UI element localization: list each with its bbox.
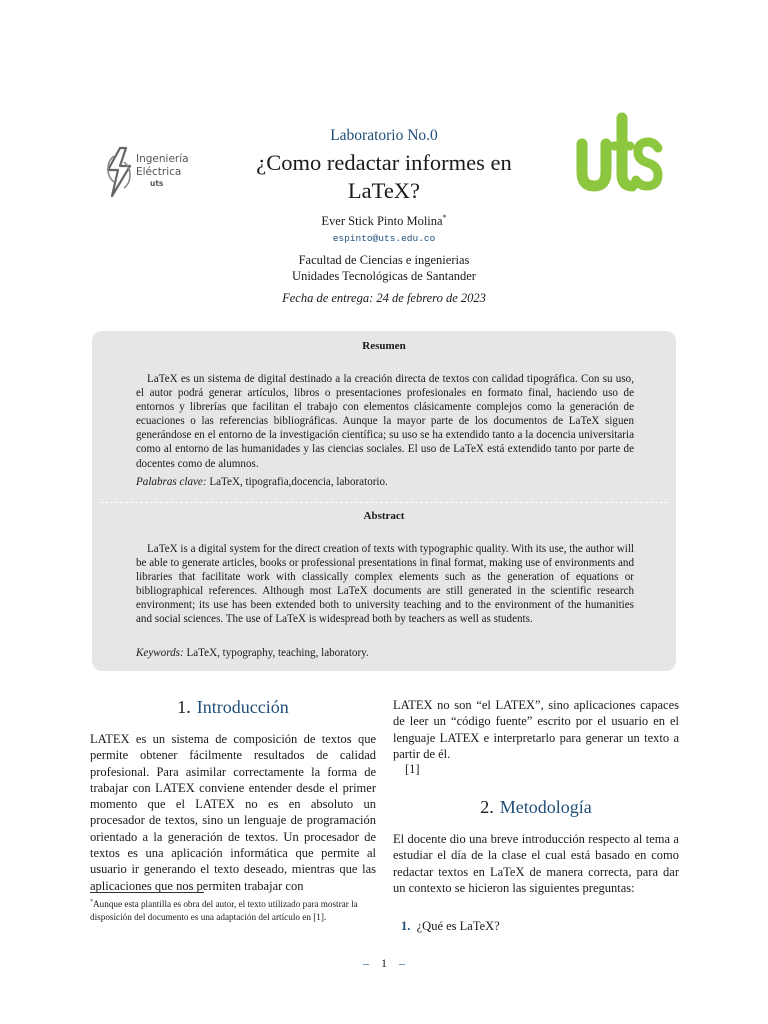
page-dash-right: – [399,956,405,970]
section-1-number: 1. [177,697,191,717]
palabras-clave-label: Palabras clave: [136,476,207,488]
abstract-text: LaTeX is a digital system for the direct creation of texts with typographic quality. With its use, the author will be able to generate articles, books or professional presentations in final format, making use of environments and libraries that facilitate work with classically complex elements such as the generation of equations or bibliographical references. Although most LaTeX documents are still generated in the scientific research environment; its use has been extended both to university teaching and to the environment of the humanities and social sciences. The use of LaTeX is widespread both by teachers as well as students. [136,543,634,626]
logo-line-3: uts [150,179,164,188]
list-item-number: 1. [401,919,411,933]
author-email[interactable]: espinto@uts.edu.co [332,233,436,244]
section-2-number: 2. [480,797,494,817]
title-line-2: LaTeX? [347,178,421,203]
uts-logo-graphic [570,110,664,196]
title-line-1: ¿Como redactar informes en [256,150,512,175]
affiliation [200,252,568,284]
resumen-title: Resumen [362,340,406,352]
citation-link[interactable]: [1] [405,762,420,776]
section-1-text: LATEX es un sistema de composición de textos que permite obtener fácilmente resultados de calidad profesional. Para asimilar correctamente la forma de trabajar con LATEX conviene entender desde el primer momento que el LATEX no es en absoluto un procesador de textos, sino un lenguaje de programación orientado a la generación de textos. Un procesador de textos es una aplicación informática que permite al usuario ir generando el texto deseado, mientras que las aplicaciones que nos permiten trabajar con [90,732,376,893]
palabras-clave-text: LaTeX, tipografia,docencia, laboratorio. [209,476,388,488]
list-item [401,918,671,934]
palabras-clave [136,476,634,488]
abstract-divider [100,502,668,503]
section-2-heading [393,797,679,818]
author [200,213,568,229]
abstract-box [92,331,676,671]
faculty: Facultad de Ciencias e ingenierias [298,253,470,267]
due-date: Fecha de entrega: 24 de febrero de 2023 [282,291,486,305]
footnote-text: Aunque esta plantilla es obra del autor, el texto utilizado para mostrar la disposición del documento es una adaptación del artículo en [1]. [90,899,358,922]
section-2-text: El docente dio una breve introducción respecto al tema a estudiar el día de la clase el cual está basado en como redactar textos en LaTeX de manera correcta, para dar un contexto se hicieron las siguientes preguntas: [393,832,679,895]
section-1-heading [90,697,376,718]
logo-line-2: Eléctrica [136,166,182,178]
author-footnote-mark: * [442,213,447,222]
lab-number: Laboratorio No.0 [330,127,438,144]
author-name: Ever Stick Pinto Molina [321,214,443,229]
list-item-text: ¿Qué es LaTeX? [416,919,500,933]
keywords-label: Keywords: [136,647,184,659]
footnote-rule [90,892,204,893]
section-1-title: Introducción [196,697,289,717]
page-number-value: 1 [381,956,387,970]
section-2-title: Metodología [499,797,592,817]
abstract-title: Abstract [363,510,405,522]
footnote-mark: * [90,899,93,905]
lightning-bolt-icon [104,146,134,198]
footnote [90,896,376,923]
uts-logo [570,110,664,196]
section-1-continued: LATEX no son “el LATEX”, sino aplicaciones capaces de leer un “código fuente” escrito por el usuario en el lenguaje LATEX e interpretarlo para generar un texto a partir de él. [393,698,679,761]
keywords-text: LaTeX, typography, teaching, laboratory. [186,647,369,659]
page-number [350,956,418,971]
document-title [200,149,568,205]
page-dash-left: – [363,956,369,970]
resumen-text: LaTeX es un sistema de digital destinado a la creación directa de textos con calidad tipográfica. Con su uso, el autor podrá generar artículos, libros o presentaciones profesionales en formato final, haciendo uso de entornos y librerías que facilitan el trabajo con elementos clásicamente complejos como la generación de ecuaciones o las referencias bibliográficas. Aunque la mayor parte de los documentos de LaTeX siguen generándose en el entorno de la investigación científica; su uso se ha extendido tanto a la docencia universitaria como al entorno de las humanidades y las ciencias sociales. El uso de LaTeX está extendido tanto por parte de docentes como de alumnos. [136,373,634,470]
university: Unidades Tecnológicas de Santander [292,269,476,283]
logo-line-1: Ingeniería [136,153,189,165]
keywords [136,647,634,659]
ingenieria-electrica-logo [104,146,194,198]
